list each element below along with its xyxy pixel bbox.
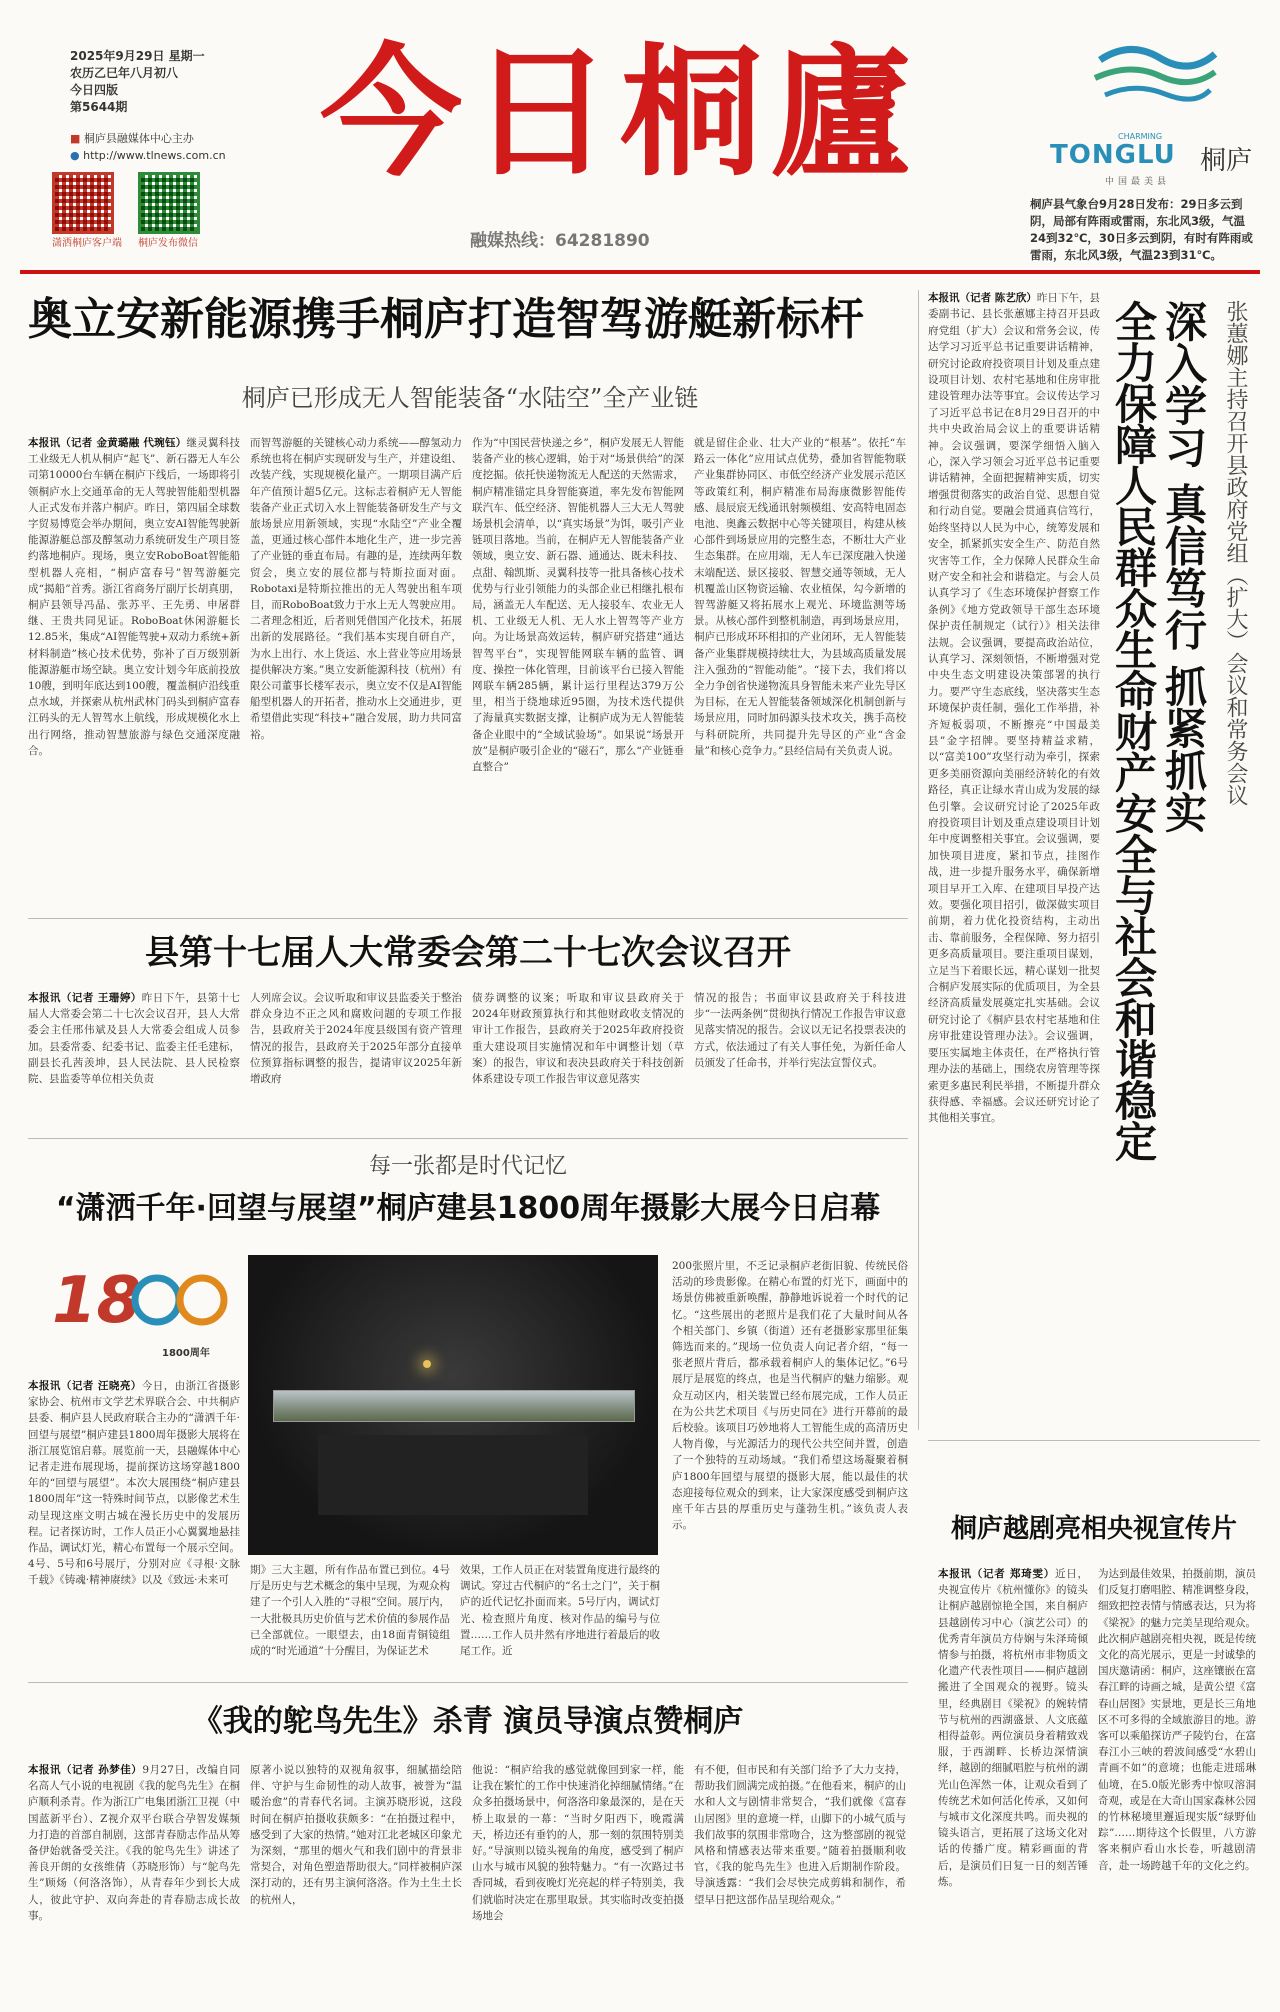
divider — [28, 1682, 908, 1683]
story5-col1 — [938, 1566, 1088, 1996]
qr-wechat-label: 桐庐发布微信 — [138, 238, 198, 249]
masthead: 今日桐廬 — [320, 30, 920, 196]
story5-col2: 为达到最佳效果，拍摄前期，演员们反复打磨唱腔、精准调整身段，细致把控表情与情感表达，只为将《梁祝》的魅力完美呈现给观众。此次桐庐越剧亮相央视，既是传统文化的高光展示，更是一封诚挚的国庆邀请函：桐庐，这座镶嵌在富春江畔的诗画之城，是黄公望《富春山居图》实景地，更是长三角地区不可多得的全域旅游目的地。游客可以乘船探访严子陵钓台，在富春江小三峡的碧波间感受“水碧山青画不如”的意境；也能走进瑶琳仙境，在5.0版光影秀中惊叹溶洞奇观，或是在大奇山国家森林公园的竹林秘境里邂逅现实版“绿野仙踪”……期待这个长假里，八方游客来桐庐看山水长卷，听越剧清音，赴一场跨越千年的文化之约。 — [1098, 1568, 1256, 1872]
anniversary-logo — [52, 1260, 232, 1370]
story2-byline: 本报讯（记者 王珊婷） — [28, 992, 142, 1004]
issue-number: 第5644期 — [70, 100, 128, 114]
story1-text: 继灵翼科技工业级无人机从桐庐“起飞”、新石器无人车公司第10000台车辆在桐庐下线后，一场即将引领桐庐水上交通革命的无人驾驶智能船型机器人正式发布并落户桐庐。昨日，第四届全球数字贸易博览会举办期间，奥立安AI智能驾驶新能源游艇总部及醇氢动力系统研发生产项目签约落地桐庐。现场，奥立安RoboBoat智能船型机器人亮相，“桐庐富春号”智驾游艇完成“揭船”首秀。浙江省商务厅副厅长胡真朋，桐庐县领导冯晶、张苏平、王先勇、申屠群继、王贵共同见证。RoboBoat休闲游艇长12.85米，集成“AI智能驾驶+双动力系统+新材料制造”核心技术优势，弥补了百万级别新能源游艇市场空缺。奥立安计划今年底前投放10艘，到明年底达到100艘，覆盖桐庐沿线重点水域，并探索从杭州武林门码头到桐庐富春江码头的无人智驾水上航线，形成规模化水上出行网络，推动智慧旅游与绿色交通深度融合。 — [28, 437, 240, 757]
host-name: 桐庐县融媒体中心主办 — [83, 132, 194, 145]
story2-col1 — [28, 990, 240, 1126]
story2-col2: 人列席会议。会议听取和审议县监委关于整治群众身边不正之风和腐败问题的专项工作报告，县政府关于2024年度县级国有资产管理情况的报告，县政府关于2025年部分直接单位预算指标调整的报告，提请审议2025年新增政府 — [250, 992, 462, 1086]
divider — [928, 1440, 1260, 1441]
story3-byline: 本报讯（记者 汪晓亮） — [28, 1380, 142, 1392]
spotlight-icon — [423, 1360, 431, 1368]
story1-subhead: 桐庐已形成无人智能装备“水陆空”全产业链 — [241, 384, 699, 412]
side-text: 昨日下午，县委副书记、县长张蕙娜主持召开县政府党组（扩大）会议和常务会议，传达学习习近平总书记重要讲话精神，研究讨论政府投资项目计划及重点建设项目计划、农村宅基地和住房审批建设管理办法等事宜。会议传达学习了习近平总书记在8月29日召开的中共中央政治局会议上的重要讲话精神。会议强调，要深学细悟入脑入心，深入学习领会习近平总书记重要讲话精神，全面把握精神实质，切实增强贯彻落实的政治自觉、思想自觉和行动自觉。要融会贯通真信笃行，始终坚持以人民为中心，统筹发展和安全，抓紧抓实安全生产、防范自然灾害等工作，全力保障人民群众生命财产安全和社会和谐稳定。与会人员认真学习了《生态环境保护督察工作条例》《地方党政领导干部生态环境保护责任制规定（试行）》相关法律法规。会议强调，要提高政治站位，认真学习、深刻领悟，不断增强对党中央生态文明建设决策部署的执行力。要严守生态底线，坚决落实生态环境保护责任制，强化工作举措，补齐短板弱项，不断擦亮“中国最美县”金字招牌。要坚持精益求精，以“富美100”攻坚行动为牵引，探索更多美丽资源向美丽经济转化的有效路径，真正让绿水青山成为发展的绿色引擎。会议研究讨论了2025年政府投资项目计划及重点建设项目计划年中度调整相关事宜。会议强调，要加快项目进度，紧扣节点，挂图作战，进一步提升服务水平，确保新增项目早开工入库、在建项目早投产达效。要强化项目招引，做深做实项目前期，着力优化投资结构，主动出击、靠前服务，全程保障、努力招引更多高质量项目。要注重项目谋划，立足当下着眼长远，精心谋划一批契合桐庐发展实际的优质项目，为全县经济高质量发展奠定扎实基础。会议研究讨论了《桐庐县农村宅基地和住房审批建设管理办法》。会议强调，要压实属地主体责任，在严格执行管理办法的基础上，围绕农房管理等探索更多惠民利民举措，不断提升群众获得感、幸福感。会议还研究讨论了其他相关事宜。 — [928, 292, 1100, 1125]
story1-byline: 本报讯（记者 金黄璐融 代琬钰） — [28, 437, 187, 449]
brand-logo — [1050, 40, 1260, 190]
story4-col4: 有不便，但市民和有关部门给予了大力支持，帮助我们圆满完成拍摄。”在他看来，桐庐的山水和人文与剧情非常契合，“我们就像《富春山居图》里的意境一样，山脚下的小城气质与我们故事的氛围非常吻合，这为整部剧的视觉风格和情感表达带来重要。”随着拍摄顺利收官，《我的鸵鸟先生》也进入后期制作阶段。导演透露：“我们会尽快完成剪辑和制作，希望早日把这部作品呈现给观众。” — [694, 1764, 906, 1906]
hotline: 融媒热线：64281890 — [470, 231, 650, 251]
brand-en: TONGLU — [1050, 140, 1176, 170]
story1-col1 — [28, 435, 240, 913]
anniversary-1800-icon — [52, 1260, 232, 1340]
weather-report: 桐庐县气象台9月28日发布：29日多云到阴，局部有阵雨或雷雨，东北风3级，气温24到32℃，30日多云到阴，有时有阵雨或雷雨，东北风3级，气温23到31℃。 — [1030, 197, 1253, 262]
story3-col3: 效果，工作人员正在对装置角度进行最终的调试。穿过古代桐庐的“名士之门”，关于桐庐的近代记忆扑面而来。5号厅内，调试灯光、检查照片角度、核对作品的编号与位置……工作人员井然有序地进行着最后的收尾工作。近 — [460, 1564, 660, 1658]
side-byline: 本报讯（记者 陈艺欣） — [928, 292, 1037, 304]
brand-small: CHARMING — [1118, 132, 1163, 141]
story3-kicker: 每一张都是时代记忆 — [368, 1154, 567, 1179]
svg-text:18: 18 — [52, 1264, 142, 1338]
story2-col4: 情况的报告；书面审议县政府关于科技进步“一法两条例”贯彻执行情况工作报告审议意见落实情况的报告。会议以无记名投票表决的方式，依法通过了有关人事任免，为新任命人员颁发了任命书，并举行宪法宣誓仪式。 — [694, 992, 906, 1069]
story4-col2: 原著小说以独特的双视角叙事，细腻描绘陪伴、守护与生命韧性的动人故事，被誉为“温暖治愈”的青春代名词。主演苏晓形说，这段时间在桐庐拍摄收获颇多：“在拍摄过程中，感受到了大家的热情。”她对江北老城区印象尤为深刻，“那里的烟火气和我们剧中的背景非常契合，对角色塑造帮助很大。”同样被桐庐深深打动的，还有男主演何洛洛。作为土生土长的杭州人， — [250, 1764, 462, 1906]
exhibition-photo — [248, 1255, 658, 1555]
story3-headline[interactable]: “潇洒千年·回望与展望”桐庐建县1800周年摄影大展今日启幕 — [55, 1191, 881, 1226]
panorama-photo — [273, 1390, 635, 1422]
divider — [28, 1138, 908, 1139]
divider — [28, 918, 908, 919]
brand-tag: 中国最美县 — [1105, 177, 1171, 187]
edition-pages: 今日四版 — [70, 83, 119, 97]
story4-col1 — [28, 1762, 240, 1998]
qr-code-icon[interactable] — [138, 172, 200, 234]
story3-col1 — [28, 1378, 240, 1670]
display-platform — [318, 1435, 588, 1515]
date-line: 2025年9月29日 星期一 — [70, 49, 205, 63]
story3-text: 今日，由浙江省摄影家协会、杭州市文学艺术界联合会、中共桐庐县委、桐庐县人民政府联合主办的“潇洒千年·回望与展望”桐庐建县1800周年摄影大展将在浙江展览馆启幕。展览前一天，县融媒体中心记者走进布展现场，提前探访这场穿越1800年的“回望与展望”。本次大展围绕“桐庐建县1800周年”这一特殊时间节点，以影像艺术生动呈现这座文明古城在漫长历史中的发展历程。记者探访时，工作人员正小心翼翼地悬挂作品，调试灯光，精心布置每一个展示空间。4号、5号和6号展厅，分别对应《寻根·文脉千载》《铸魂·精神赓续》以及《致远·未来可 — [28, 1380, 240, 1587]
qr-app-label: 潇洒桐庐客户端 — [52, 238, 122, 249]
story4-byline: 本报讯（记者 孙梦佳） — [28, 1764, 143, 1776]
header-rule — [20, 270, 1260, 274]
story3-col2: 期》三大主题，所有作品布置已到位。4号厅是历史与艺术概念的集中呈现，为观众构建了一个引人入胜的“寻根”空间。展厅内，一大批极具历史价值与艺术价值的参展作品已全部就位。一眼望去，由18面青铜镜组成的“时光通道”十分醒目，为保证艺术 — [250, 1564, 450, 1658]
story5-text: 近日，央视宣传片《杭州懂你》的镜头让桐庐越剧惊艳全国，来自桐庐县越剧传习中心（演艺公司）的优秀青年演员方侍娴与朱泽琦倾情参与拍摄，将杭州市非物质文化遗产代表性项目——桐庐越剧搬进了全国观众的视野。镜头里，经典剧目《梁祝》的婉转情节与杭州的西湖盛景、人文底蕴相得益彰。两位演员身着精致戏服，于西湖畔、长桥边深情演绎，越剧的细腻唱腔与杭州的湖光山色浑然一体，让观众看到了传统艺术如何活化传承，又如何与城市文化深度共鸣。而央视的镜头语言，更拓展了这场文化对话的传播广度。精彩画面的背后，是演员们日复一日的刻苦锤炼。 — [938, 1568, 1088, 1888]
story4-text: 9月27日，改编自同名高人气小说的电视剧《我的鸵鸟先生》在桐庐顺利杀青。作为浙江广电集团浙江卫视（中国蓝新平台）、Z视介双平台联合孕智发媒频力打造的首部自制剧，这部青春励志作品从筹备伊始就备受关注。《我的鸵鸟先生》讲述了善良开朗的女孩维倩（苏晓形饰）与“鸵鸟先生”顾炀（何洛洛饰），从青春年少到长大成人，彼此守护、双向奔赴的青春励志成长故事。 — [28, 1764, 240, 1922]
story2-text: 昨日下午，县第十七届人大常委会第二十七次会议召开，县人大常委会主任邢伟斌及县人大常委会组成人员参加。县委常委、纪委书记、监委主任毛建标，副县长孔茜羡坤，县人民法院、县人民检察院、县监委等单位相关负责 — [28, 992, 240, 1086]
side-subtitle: 张蕙娜主持召开县政府党组（扩大）会议和常务会议 — [1223, 300, 1248, 806]
story4-headline[interactable]: 《我的鸵鸟先生》杀青 演员导演点赞桐庐 — [192, 1704, 744, 1739]
edition-info — [70, 48, 205, 116]
brand-cn: 桐庐 — [1200, 146, 1253, 176]
wave-logo-icon — [1090, 40, 1220, 110]
story1-headline[interactable]: 奥立安新能源携手桐庐打造智驾游艇新标杆 — [28, 294, 864, 345]
story5-byline: 本报讯（记者 郑琦雯） — [938, 1568, 1055, 1580]
story1-col3: 作为“中国民营快递之乡”，桐庐发展无人智能装备产业的核心逻辑，始于对“场景供给”的深度挖掘。依托快递物流无人配送的天然需求，桐庐精准锚定具身智能赛道，率先发布智能网联汽车、低空经济、智能机器人三大无人驾驶场景机会清单，以“真实场景”为饵，吸引产业链项目落地。当前，在桐庐无人智能装备产业领域，奥立安、新石器、通通达、既未科技、点甜、翰凯斯、灵翼科技等一批具备核心技术优势与行业引领能力的头部企业已相继扎根布局，涵盖无人车配送、无人接驳车、农业无人机、工业级无人机、无人水上智驾等产业方向。为让场景高效运转，桐庐研究搭建“通达智驾平台”，实现智能网联车辆的监管、调度、操控一体化管理，目前该平台已接入智能网联车辆285辆，累计运行里程达379万公里，相当于绕地球近95圈，为技术迭代提供了海量真实数据支撑，让桐庐成为无人智能装备企业眼中的“全域试验场”。如果说“场景开放”是桐庐吸引企业的“磁石”，那么“产业链垂直整合” — [472, 437, 684, 774]
side-title-line1[interactable]: 深入学习 真信笃行 抓紧抓实 — [1159, 300, 1208, 834]
story4-col3: 他说：“桐庐给我的感觉就像回到家一样，能让我在繁忙的工作中快速消化掉细腻情绪。”在众多拍摄场景中，何洛洛印象最深的，是在天桥上取景的一幕：“当时夕阳西下，晚霞满天，桥边还有垂钓的人，那一刻的氛围特别美好。”导演则以镜头视角的角度，感受到了桐庐山水与城市风貌的独特魅力。“有一次路过书香同城，看到夜晚灯光亮起的样子特别美，我们就临时决定在那里取景。其实临时改变拍摄场地会 — [472, 1764, 684, 1922]
story2-col3: 债券调整的议案；听取和审议县政府关于2024年财政预算执行和其他财政收支情况的审计工作报告，县政府关于2025年政府投资重大建设项目实施情况和年中调整计划（草案）的报告，审议和表决县政府关于科技创新体系建设专项工作报告审议意见落实 — [472, 992, 684, 1086]
story1-col2: 而智驾游艇的关键核心动力系统——醇氢动力系统也将在桐庐实现研发与生产，并建设组、改装产线，实现规模化量产。一期项目满产后年产值预计超5亿元。这标志着桐庐无人智能装备产业正式切入水上智能装备研发生产与文旅场景应用新领域，实现“水陆空”产业全覆盖，更通过核心部件本地化生产，进一步完善了产业链的垂直布局。有趣的是，连续两年数贸会，奥立安的展位都与特斯拉面对面。Robotaxi是特斯拉推出的无人驾驶出租车项目，而RoboBoat致力于水上无人驾驶应用。二者理念相近，后者则凭借国产化技术，拓展出新的发展路径。“我们基本实现自研自产，为水上出行、水上货运、水上营业等应用场景提供解决方案。”奥立安新能源科技（杭州）有限公司董事长楼军表示，奥立安不仅是AI智能船型机器人的开拓者，推动水上交通进步，更希望借此实现“科技+”融合发展，助力共同富裕。 — [250, 437, 462, 741]
host-info — [70, 130, 226, 164]
qr-app[interactable] — [52, 172, 122, 249]
globe-icon: ● — [70, 149, 80, 162]
story5-headline[interactable]: 桐庐越剧亮相央视宣传片 — [950, 1514, 1237, 1544]
story3-col4: 200张照片里，不乏记录桐庐老街旧貌、传统民俗活动的珍贵影像。在精心布置的灯光下，画面中的场景仿佛被重新唤醒，静静地诉说着一个时代的记忆。“这些展出的老照片是我们花了大量时间从各个相关部门、乡镇（街道）还有老摄影家那里征集筛选而来的。”现场一位负责人向记者介绍，“每一张老照片背后，都承载着桐庐人的集体记忆。”6号展厅是展览的终点，也是当代桐庐的魅力缩影。观众互动区内，相关装置已经布展完成，工作人员正在为公共艺术项目《与历史同在》进行开幕前的最后校验。该项目巧妙地将人工智能生成的高清历史人物肖像，与光源活力的现代公共空间并置，创造了一个独特的互动场域。“我们希望这场凝聚着桐庐1800年回望与展望的摄影大展，能以最佳的状态迎接每位观众的到来，让大家深度感受到桐庐这座千年古县的厚重历史与蓬勃生机。”该负责人表示。 — [672, 1260, 908, 1532]
anniversary-label: 1800周年 — [162, 1348, 210, 1359]
story1-col4: 就是留住企业、壮大产业的“根基”。依托“车路云一体化”应用试点优势，叠加省智能物联产业集群协同区、市低空经济产业发展示范区等政策红利，桐庐精准布局海康微影智能传感、晨辰宸无线通讯射频模组、安高特电固态电池、奥鑫云数据中心等关键项目，构建从核心部件到场景应用的完整生态，不断壮大产业生态集群。在应用端，无人车已深度融入快递末端配送、景区接驳、智慧交通等领域，无人机覆盖山区物资运输、农业植保，勾今新增的智驾游艇又将拓展水上观光、环境监测等场景。从核心部件到整机制造，再到场景应用，桐庐已形成环环相扣的产业闭环，无人智能装备产业集群规模持续壮大，为县域高质量发展注入强劲的“智能动能”。“接下去，我们将以全力争创省快递物流具身智能未来产业先导区为目标，在无人智能装备领域深化机制创新与场景应用，同时加码源头技术攻关，携手高校与科研院所，共同提升先导区的产业“含金量”和核心竞争力。”县经信局有关负责人说。 — [694, 437, 906, 757]
story2-headline[interactable]: 县第十七届人大常委会第二十七次会议召开 — [145, 933, 791, 973]
qr-wechat[interactable] — [138, 172, 200, 249]
side-title-line2[interactable]: 全力保障人民群众生命财产安全与社会和谐稳定 — [1109, 300, 1158, 1161]
divider — [918, 290, 919, 1430]
home-icon: ■ — [70, 132, 81, 145]
site-url[interactable]: http://www.tlnews.com.cn — [83, 149, 226, 162]
lunar-date: 农历乙巳年八月初八 — [70, 66, 179, 80]
qr-code-icon[interactable] — [52, 172, 114, 234]
side-story-body — [928, 290, 1100, 1430]
